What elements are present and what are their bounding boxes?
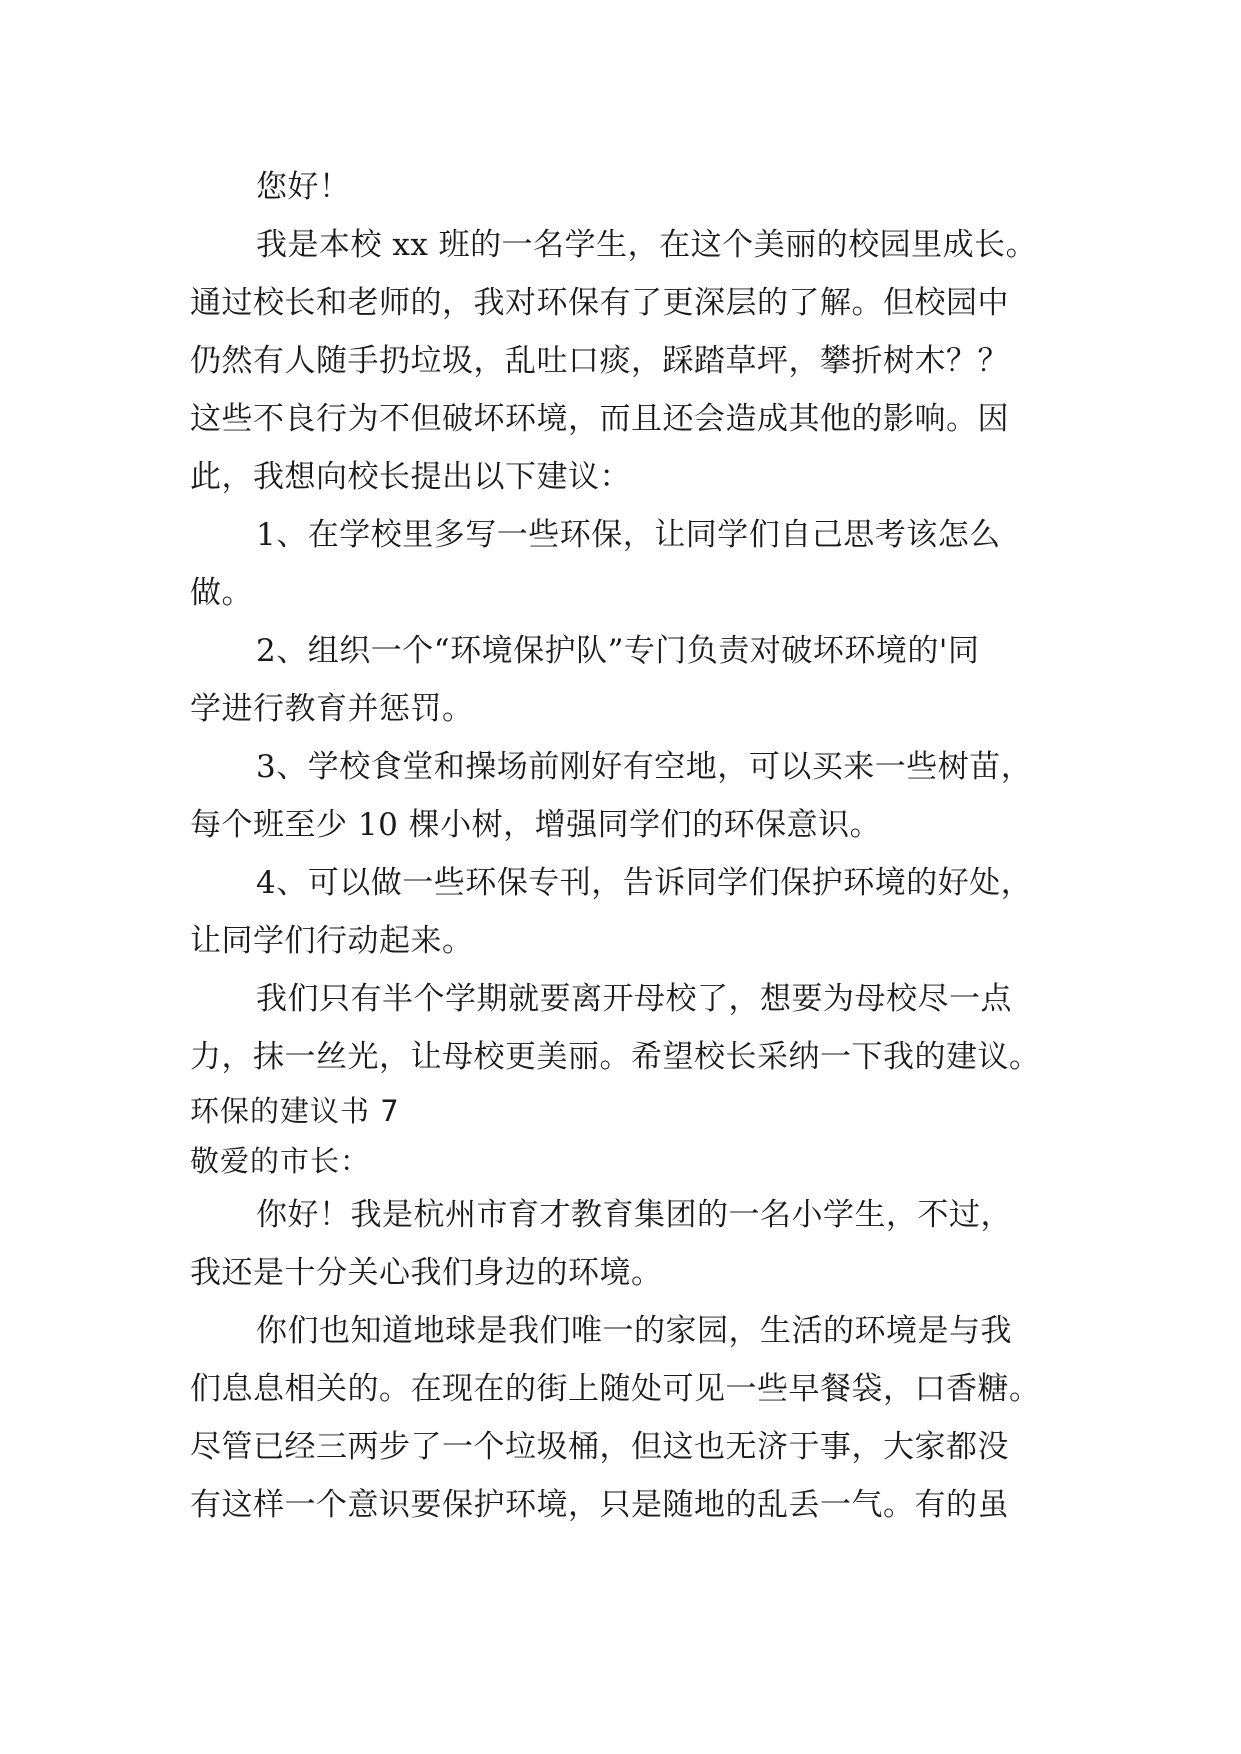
- paragraph-line: 我们只有半个学期就要离开母校了，想要为母校尽一点: [256, 981, 1012, 1017]
- paragraph-line: 仍然有人随手扔垃圾，乱吐口痰，踩踏草坪，攀折树木？？: [190, 343, 1009, 379]
- suggestion-line: 2、组织一个“环境保护队”专门负责对破坏环境的'同: [256, 633, 980, 669]
- suggestion-line: 1、在学校里多写一些环保，让同学们自己思考该怎么: [256, 517, 1001, 553]
- suggestion-line: 让同学们行动起来。: [190, 923, 474, 959]
- greeting-line: 您好！: [256, 169, 351, 205]
- paragraph-line: 们息息相关的。在现在的街上随处可见一些早餐袋，口香糖。: [190, 1371, 1041, 1407]
- suggestion-line: 做。: [190, 575, 253, 611]
- paragraph-line: 我是本校 xx 班的一名学生，在这个美丽的校园里成长。: [256, 227, 1038, 263]
- suggestion-line: 4、可以做一些环保专刊，告诉同学们保护环境的好处，: [256, 865, 1033, 901]
- suggestion-line: 每个班至少 10 棵小树，增强同学们的环保意识。: [190, 807, 882, 843]
- paragraph-line: 有这样一个意识要保护环境，只是随地的乱丢一气。有的虽: [190, 1487, 1009, 1523]
- paragraph-line: 通过校长和老师的，我对环保有了更深层的了解。但校园中: [190, 285, 1009, 321]
- document-body: [190, 158, 1070, 1534]
- paragraph-line: 你们也知道地球是我们唯一的家园，生活的环境是与我: [256, 1313, 1012, 1349]
- paragraph-line: 尽管已经三两步了一个垃圾桶，但这也无济于事，大家都没: [190, 1429, 1009, 1465]
- paragraph-line: 这些不良行为不但破坏环境，而且还会造成其他的影响。因: [190, 401, 1009, 437]
- suggestion-line: 3、学校食堂和操场前刚好有空地，可以买来一些树苗，: [256, 749, 1033, 785]
- suggestion-line: 学进行教育并惩罚。: [190, 691, 474, 727]
- paragraph-line: 力，抹一丝光，让母校更美丽。希望校长采纳一下我的建议。: [190, 1039, 1041, 1075]
- paragraph-line: 你好！我是杭州市育才教育集团的一名小学生，不过，: [256, 1197, 1012, 1233]
- section-title: 环保的建议书 7: [190, 1094, 400, 1128]
- paragraph-line: 此，我想向校长提出以下建议：: [190, 459, 631, 495]
- salutation-line: 敬爱的市长：: [190, 1144, 371, 1178]
- paragraph-line: 我还是十分关心我们身边的环境。: [190, 1255, 663, 1291]
